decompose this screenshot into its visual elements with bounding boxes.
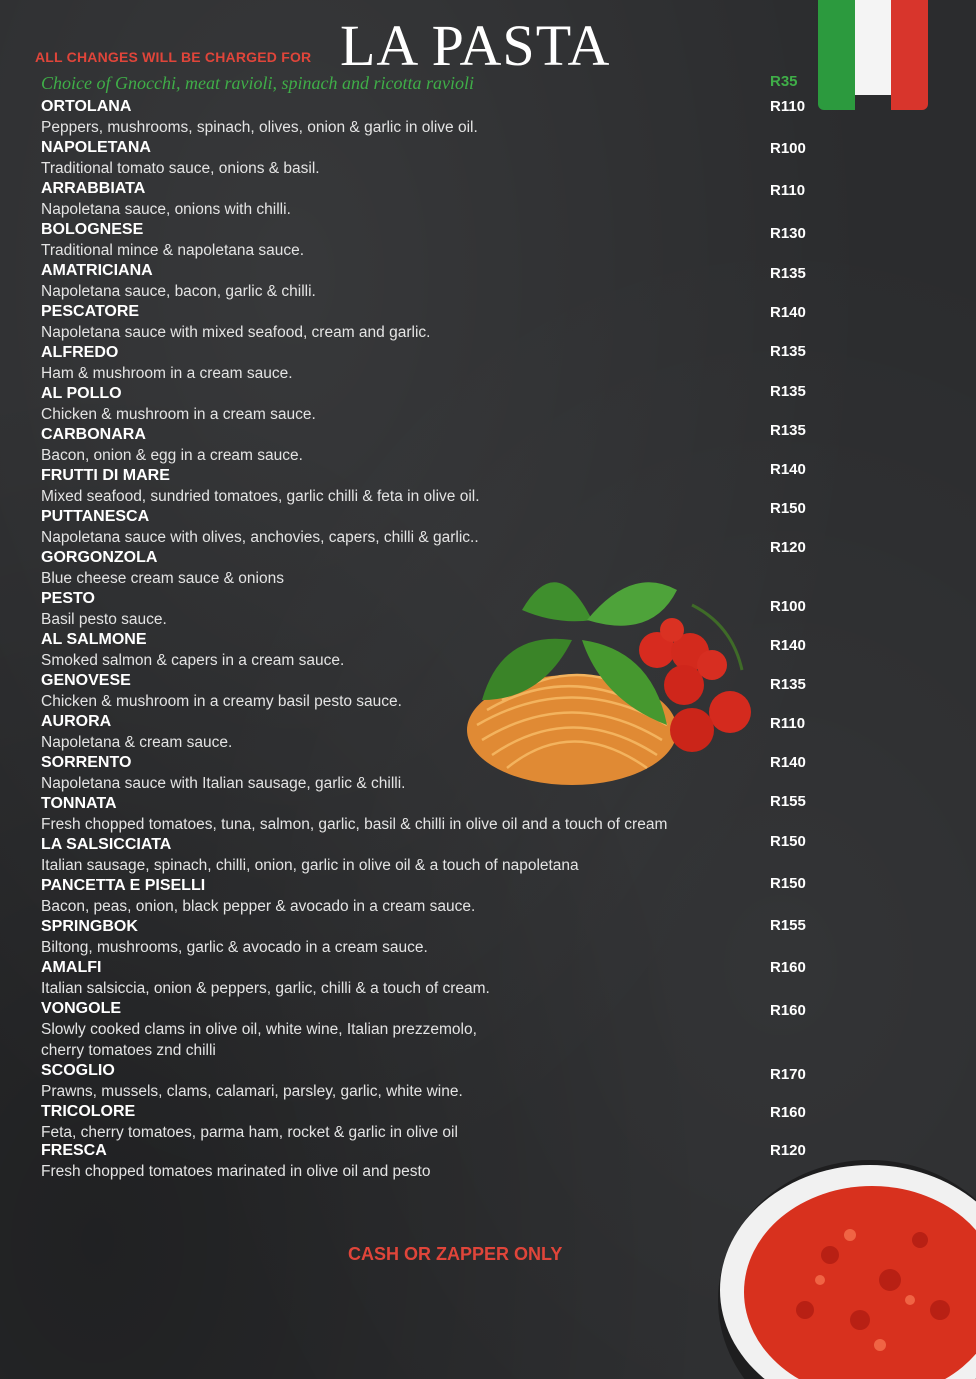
menu-item-price: R155 xyxy=(770,793,806,810)
menu-item-description: Feta, cherry tomatoes, parma ham, rocket & garlic in olive oil xyxy=(41,1124,458,1141)
menu-item-name: AMATRICIANA xyxy=(41,262,153,279)
menu-item-price: R160 xyxy=(770,1104,806,1121)
menu-item-name: PANCETTA E PISELLI xyxy=(41,877,206,894)
menu-item-description: Traditional tomato sauce, onions & basil. xyxy=(41,160,320,177)
menu-item-description: Napoletana sauce with olives, anchovies, capers, chilli & garlic.. xyxy=(41,529,479,546)
menu-item-description: Prawns, mussels, clams, calamari, parsley, garlic, white wine. xyxy=(41,1083,463,1100)
menu-item-name: SORRENTO xyxy=(41,754,132,771)
menu-item-price: R150 xyxy=(770,875,806,892)
menu-item-price: R135 xyxy=(770,343,806,360)
menu-item-name: AURORA xyxy=(41,713,112,730)
menu-item-description: Fresh chopped tomatoes marinated in olive oil and pesto xyxy=(41,1163,431,1180)
menu-item-price: R140 xyxy=(770,304,806,321)
menu-item-description: Bacon, onion & egg in a cream sauce. xyxy=(41,447,303,464)
menu-item-name: AL POLLO xyxy=(41,385,122,402)
menu-item-name: VONGOLE xyxy=(41,1000,122,1017)
menu-item-description: Traditional mince & napoletana sauce. xyxy=(41,242,305,259)
menu-item-name: NAPOLETANA xyxy=(41,139,151,156)
italian-flag-icon xyxy=(818,0,928,110)
menu-item-description: Napoletana sauce, onions with chilli. xyxy=(41,201,291,218)
menu-item-name: CARBONARA xyxy=(41,426,146,443)
menu-item-description: Fresh chopped tomatoes, tuna, salmon, garlic, basil & chilli in olive oil and a touch of cream xyxy=(41,816,668,833)
menu-item-name: GENOVESE xyxy=(41,672,131,689)
menu-item-name: GORGONZOLA xyxy=(41,549,158,566)
menu-item-description: Italian sausage, spinach, chilli, onion, garlic in olive oil & a touch of napoletana xyxy=(41,857,579,874)
menu-item-price: R110 xyxy=(770,715,806,732)
menu-item-name: ALFREDO xyxy=(41,344,119,361)
menu-item-description: Ham & mushroom in a cream sauce. xyxy=(41,365,293,382)
menu-item-price: R160 xyxy=(770,1002,806,1019)
menu-item-description: Biltong, mushrooms, garlic & avocado in a cream sauce. xyxy=(41,939,428,956)
menu-item-price: R150 xyxy=(770,500,806,517)
page-title: LA PASTA xyxy=(340,13,611,78)
menu-item-name: PESCATORE xyxy=(41,303,140,320)
menu-item-description: Peppers, mushrooms, spinach, olives, onion & garlic in olive oil. xyxy=(41,119,478,136)
menu-item-name: PESTO xyxy=(41,590,95,607)
tomato-sauce-bowl-image xyxy=(710,1160,976,1379)
menu-item-price: R160 xyxy=(770,959,806,976)
menu-item-name: ARRABBIATA xyxy=(41,180,146,197)
menu-item-description: Napoletana & cream sauce. xyxy=(41,734,233,751)
menu-item-name: AL SALMONE xyxy=(41,631,147,648)
menu-item-name: SCOGLIO xyxy=(41,1062,115,1079)
menu-item-description: Blue cheese cream sauce & onions xyxy=(41,570,284,587)
menu-item-name: ORTOLANA xyxy=(41,98,132,115)
menu-item-description: Slowly cooked clams in olive oil, white wine, Italian prezzemolo, xyxy=(41,1021,477,1038)
charges-notice: ALL CHANGES WILL BE CHARGED FOR xyxy=(35,49,312,65)
menu-item-price: R130 xyxy=(770,225,806,242)
menu-item-price: R110 xyxy=(770,182,806,199)
pasta-choice-price: R35 xyxy=(770,73,798,90)
menu-item-price: R140 xyxy=(770,754,806,771)
menu-item-description: Napoletana sauce, bacon, garlic & chilli. xyxy=(41,283,316,300)
menu-item-name: BOLOGNESE xyxy=(41,221,144,238)
menu-item-price: R110 xyxy=(770,98,806,115)
menu-item-name: FRESCA xyxy=(41,1142,107,1159)
menu-item-price: R135 xyxy=(770,676,806,693)
menu-item-name: FRUTTI DI MARE xyxy=(41,467,170,484)
menu-item-description: Basil pesto sauce. xyxy=(41,611,167,628)
spaghetti-basil-tomato-image xyxy=(462,550,762,795)
menu-item-price: R150 xyxy=(770,833,806,850)
menu-item-description-line2: cherry tomatoes znd chilli xyxy=(41,1042,216,1059)
menu-item-name: AMALFI xyxy=(41,959,102,976)
menu-item-description: Napoletana sauce with mixed seafood, cream and garlic. xyxy=(41,324,431,341)
menu-item-price: R135 xyxy=(770,422,806,439)
menu-item-name: TONNATA xyxy=(41,795,117,812)
menu-item-description: Chicken & mushroom in a creamy basil pesto sauce. xyxy=(41,693,402,710)
menu-item-price: R155 xyxy=(770,917,806,934)
menu-item-price: R135 xyxy=(770,265,806,282)
menu-item-price: R120 xyxy=(770,539,806,556)
menu-item-description: Napoletana sauce with Italian sausage, garlic & chilli. xyxy=(41,775,406,792)
menu-item-price: R100 xyxy=(770,598,806,615)
menu-item-price: R100 xyxy=(770,140,806,157)
menu-item-price: R170 xyxy=(770,1066,806,1083)
menu-item-price: R120 xyxy=(770,1142,806,1159)
menu-item-description: Bacon, peas, onion, black pepper & avocado in a cream sauce. xyxy=(41,898,476,915)
menu-item-description: Italian salsiccia, onion & peppers, garlic, chilli & a touch of cream. xyxy=(41,980,490,997)
menu-item-name: PUTTANESCA xyxy=(41,508,150,525)
pasta-choice-note: Choice of Gnocchi, meat ravioli, spinach and ricotta ravioli xyxy=(41,73,474,93)
menu-item-price: R140 xyxy=(770,461,806,478)
menu-item-name: TRICOLORE xyxy=(41,1103,136,1120)
menu-item-name: SPRINGBOK xyxy=(41,918,138,935)
menu-item-price: R140 xyxy=(770,637,806,654)
menu-item-price: R135 xyxy=(770,383,806,400)
payment-note: CASH OR ZAPPER ONLY xyxy=(348,1244,563,1264)
menu-item-description: Mixed seafood, sundried tomatoes, garlic chilli & feta in olive oil. xyxy=(41,488,480,505)
menu-item-name: LA SALSICCIATA xyxy=(41,836,172,853)
menu-item-description: Smoked salmon & capers in a cream sauce. xyxy=(41,652,345,669)
menu-item-description: Chicken & mushroom in a cream sauce. xyxy=(41,406,316,423)
